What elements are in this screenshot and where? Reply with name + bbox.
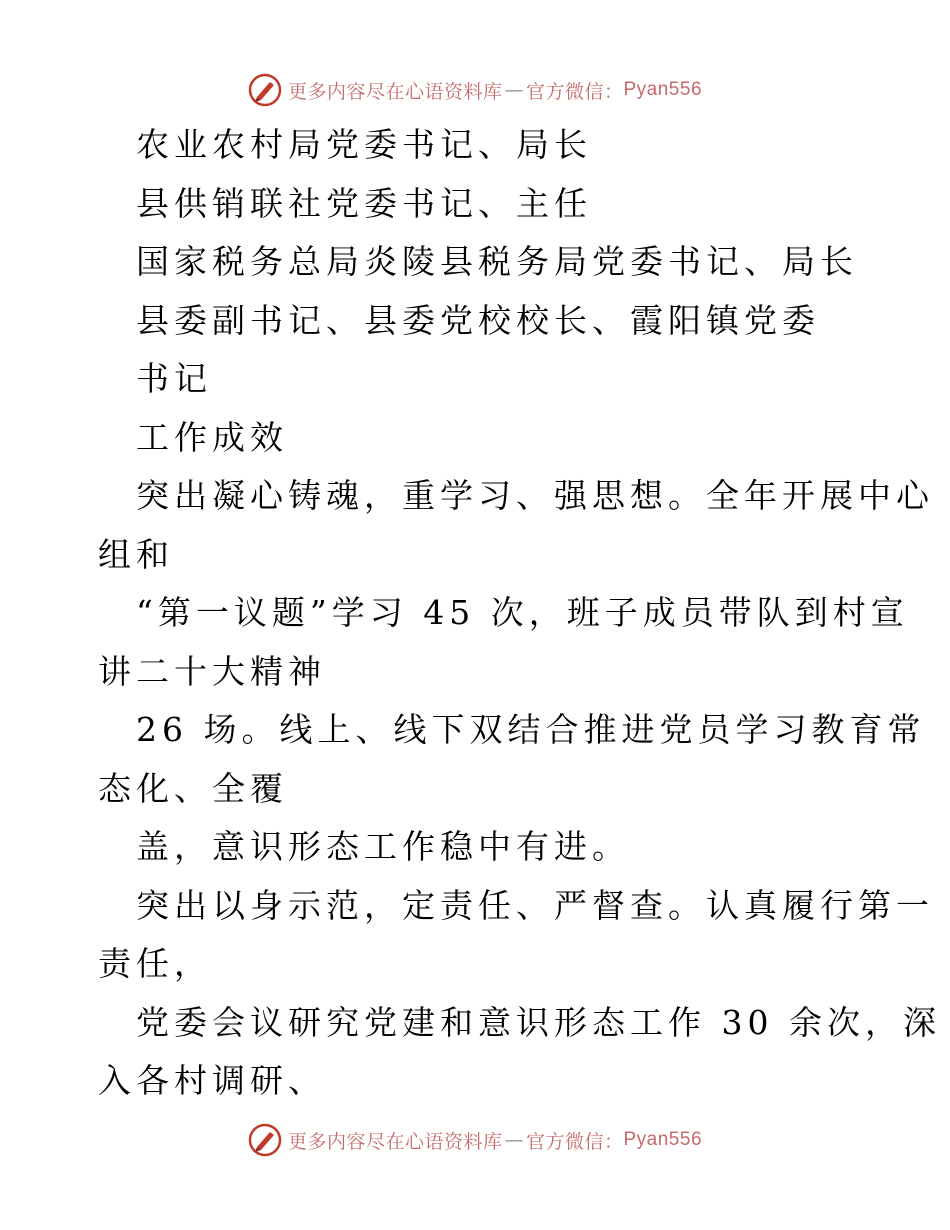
footer-watermark [0,1122,950,1158]
text-line: “第一议题”学习 45 次，班子成员带队到村宣 [136,593,909,632]
watermark-contact-label: 官方微信： [525,80,624,103]
watermark-contact-id: Pyan556 [623,1129,703,1150]
text-line: 责任， [98,944,212,983]
document-body [98,116,941,1111]
watermark-contact-id: Pyan556 [623,79,703,100]
watermark-brand: 更多内容尽在心语资料库 [287,80,503,103]
watermark-contact-label: 官方微信： [525,1130,624,1153]
text-line: 入各村调研、 [98,1061,326,1100]
text-line: 突出凝心铸魂，重学习、强思想。全年开展中心 [136,476,934,515]
text-line: 县供销联社党委书记、主任 [136,183,592,223]
text-line: 国家税务总局炎陵县税务局党委书记、局长 [136,242,858,281]
watermark-brand: 更多内容尽在心语资料库 [287,1130,503,1153]
header-watermark [0,72,950,108]
section-heading: 工作成效 [136,417,288,457]
text-line: 组和 [98,534,174,574]
text-line: 态化、全覆 [98,768,288,808]
pen-logo-icon [248,1123,282,1157]
text-line: 党委会议研究党建和意识形态工作 30 余次，深 [136,1002,941,1042]
watermark-separator: — [504,1129,524,1151]
text-line: 农业农村局党委书记、局长 [136,125,592,164]
text-line: 讲二十大精神 [98,651,326,691]
text-line: 书记 [136,359,212,398]
pen-logo-icon [248,73,282,107]
text-line: 26 场。线上、线下双结合推进党员学习教育常 [136,710,926,749]
text-line: 县委副书记、县委党校校长、霞阳镇党委 [136,300,820,340]
watermark-separator: — [504,79,524,101]
text-line: 盖，意识形态工作稳中有进。 [136,827,630,866]
text-line: 突出以身示范，定责任、严督查。认真履行第一 [136,885,934,925]
